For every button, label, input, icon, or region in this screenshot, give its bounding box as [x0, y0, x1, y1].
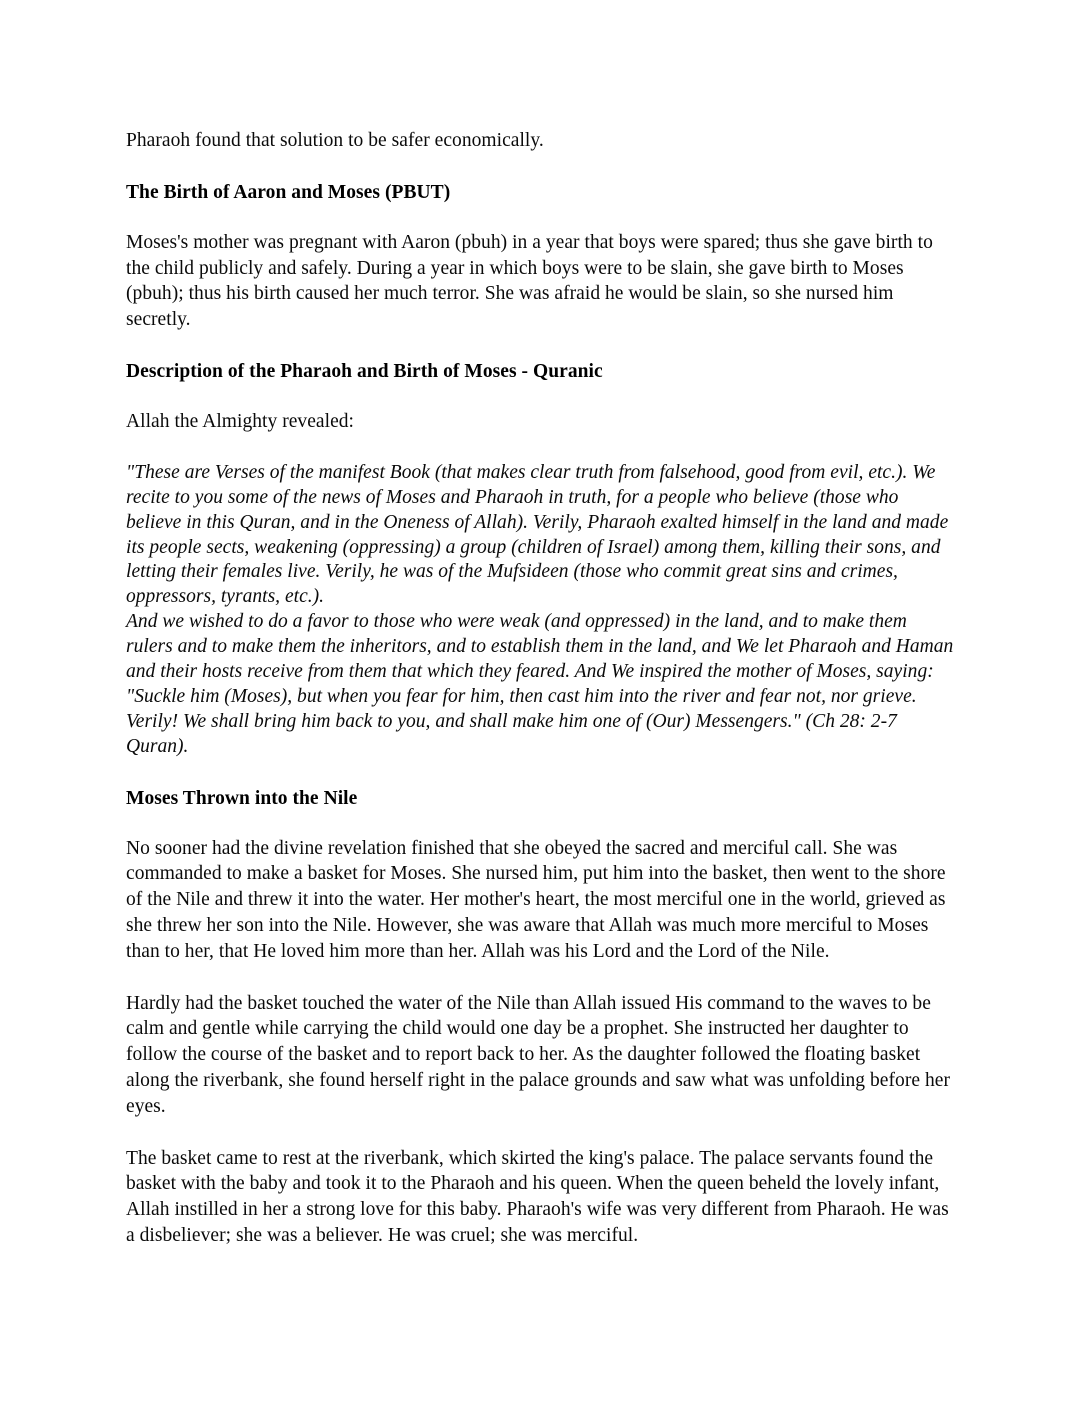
spacer: [126, 965, 958, 991]
spacer: [126, 333, 958, 359]
spacer: [126, 205, 958, 230]
heading-moses-thrown-into-the-nile: Moses Thrown into the Nile: [126, 787, 358, 809]
spacer: [126, 435, 958, 461]
heading-description-of-pharaoh: Description of the Pharaoh and Birth of Moses - Quranic: [126, 360, 603, 382]
spacer: [126, 384, 958, 409]
paragraph-birth-of-moses: Moses's mother was pregnant with Aaron (pbuh) in a year that boys were spared; thus she gave birth to the child publicly and safely. During a year in which boys were to be slain, she gave birth to Moses (pbuh); thus his birth caused her much terror. She was afraid he would be slain, so she nursed him secretly.: [126, 231, 933, 331]
spacer: [126, 811, 958, 836]
spacer: [126, 154, 958, 180]
paragraph-allah-revealed: Allah the Almighty revealed:: [126, 410, 355, 432]
spacer: [126, 1120, 958, 1146]
quranic-quote-part-one: "These are Verses of the manifest Book (that makes clear truth from falsehood, good from evil, etc.). We recite to you some of the news of Moses and Pharaoh in truth, for a people who believe (those who believe in this Quran, and in the Oneness of Allah). Verily, Pharaoh exalted himself in the land and made its people sects, weakening (oppressing) a group (children of Israel) among them, killing their sons, and letting their females live. Verily, he was of the Mufsideen (those who commit great sins and crimes, oppressors, tyrants, etc.).: [126, 461, 949, 608]
paragraph-palace: The basket came to rest at the riverbank, which skirted the king's palace. The palace servants found the basket with the baby and took it to the Pharaoh and his queen. When the queen beheld the lovely infant, Allah instilled in her a strong love for this baby. Pharaoh's wife was very different from Pharaoh. He was a disbeliever; she was a believer. He was cruel; she was merciful.: [126, 1147, 949, 1247]
paragraph-nile-one: No sooner had the divine revelation finished that she obeyed the sacred and merciful call. She was commanded to make a basket for Moses. She nursed him, put him into the basket, then went to the shore of the Nile and threw it into the water. Her mother's heart, the most merciful one in the world, grieved as she threw her son into the Nile. However, she was aware that Allah was much more merciful to Moses than to her, that He loved him more than her. Allah was his Lord and the Lord of the Nile.: [126, 837, 946, 962]
document-body: [126, 128, 958, 1249]
quranic-quote-part-two: And we wished to do a favor to those who were weak (and oppressed) in the land, and to make them rulers and to make them the inheritors, and to establish them in the land, and We let Pharaoh and Haman and their hosts receive from them that which they feared. And We inspired the mother of Moses, saying: "Suckle him (Moses), but when you fear for him, then cast him into the river and fear not, nor grieve. Verily! We shall bring him back to you, and shall make him one of (Our) Messengers." (Ch 28: 2-7 Quran).: [126, 611, 954, 757]
paragraph-nile-two: Hardly had the basket touched the water of the Nile than Allah issued His command to the waves to be calm and gentle while carrying the child would one day be a prophet. She instructed her daughter to follow the course of the basket and to report back to her. As the daughter followed the floating basket along the riverbank, she found herself right in the palace grounds and saw what was unfolding before her eyes.: [126, 992, 950, 1117]
spacer: [126, 760, 958, 786]
intro-paragraph: Pharaoh found that solution to be safer economically.: [126, 130, 544, 151]
heading-birth-of-aaron-and-moses: The Birth of Aaron and Moses (PBUT): [126, 181, 451, 203]
